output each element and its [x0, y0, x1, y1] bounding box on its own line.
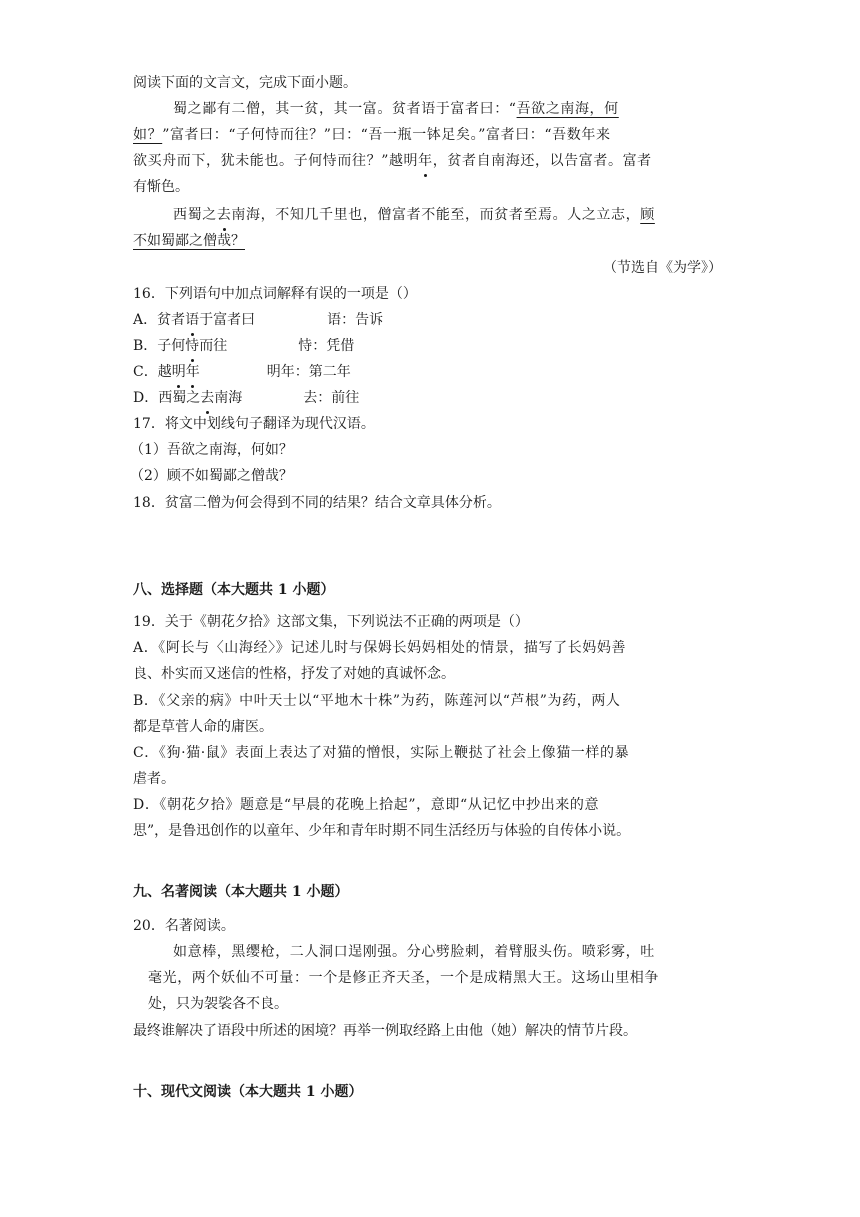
q19-option-c-line1: C．《狗·猫·鼠》表面上表达了对猫的憎恨，实际上鞭挞了社会上像猫一样的暴 [133, 745, 630, 761]
q17-sentence-2: （2）顾不如蜀鄙之僧哉？ [130, 468, 293, 484]
q20-quote-line3: 处，只为袈裟各不良。 [148, 996, 288, 1012]
passage-line-4: 有惭色。 [133, 179, 189, 195]
underlined-sentence-2-end: 不如蜀鄙之僧哉？ [133, 233, 245, 249]
option-text: D．西蜀之 [133, 390, 201, 406]
option-explanation: 语：告诉 [327, 312, 384, 328]
passage-text: 蜀之鄙有二僧，其一贫，其一富。贫者语于富者曰：“ [173, 101, 517, 117]
passage-line-2 [133, 122, 611, 148]
dotted-char: 去 [217, 202, 232, 228]
passage-line-3 [133, 148, 652, 174]
reading-instruction: 阅读下面的文言文，完成下面小题。 [133, 75, 357, 91]
q19-option-a-line2: 良、朴实而又迷信的性格，抒发了对她的真诚怀念。 [133, 666, 455, 682]
passage-text: ，贫者自南海还，以告富者。富者 [432, 153, 652, 169]
dotted-char: 年 [186, 359, 200, 385]
q19-option-b-line1: B．《父亲的病》中叶天士以“平地木十株”为药，陈莲河以“芦根”为药，两人 [133, 693, 621, 709]
q20-question: 最终谁解决了语段中所述的困境？再举一例取经路上由他（她）解决的情节片段。 [133, 1023, 637, 1039]
q19-stem: 19．关于《朝花夕拾》这部文集，下列说法不正确的两项是（） [133, 614, 529, 630]
section-9-title: 九、名著阅读（本大题共 1 小题） [133, 884, 349, 900]
option-text: B．子何 [133, 338, 186, 354]
option-text: A．贫者 [133, 312, 186, 328]
q16-option-c [133, 359, 351, 385]
q20-quote-line1: 如意棒，黑缨枪，二人洞口逞刚强。分心劈脸刺，着臂服头伤。喷彩雾，吐 [173, 944, 655, 960]
passage-text: 欲买舟而下，犹未能也。子何恃而往？”越明 [133, 153, 419, 169]
option-text: 而往 [199, 338, 228, 354]
option-explanation: 明年：第二年 [266, 364, 351, 380]
q20-quote-line2: 毫光，两个妖仙不可量：一个是修正齐天圣，一个是成精黑大王。这场山里相争 [148, 970, 659, 986]
underlined-sentence-1: 吾欲之南海，何 [516, 101, 619, 117]
option-explanation: 去：前往 [303, 390, 360, 406]
q16-stem: 16．下列语句中加点词解释有误的一项是（） [133, 286, 417, 302]
passage-text: ”富者曰：“子何恃而往？”曰：“吾一瓶一钵足矣。”富者曰：“吾数年来 [162, 127, 611, 143]
q16-option-a [133, 307, 383, 333]
section-10-title: 十、现代文阅读（本大题共 1 小题） [133, 1084, 363, 1100]
dotted-char: 年 [418, 148, 433, 174]
q19-option-d-line1: D．《朝花夕拾》题意是“早晨的花晚上拾起”，意即“从记忆中抄出来的意 [133, 797, 600, 813]
option-explanation: 恃：凭借 [298, 338, 355, 354]
passage-line-5 [173, 202, 655, 228]
q19-option-d-line2: 思”，是鲁迅创作的以童年、少年和青年时期不同生活经历与体验的自传体小说。 [133, 823, 631, 839]
option-text: 南海 [214, 390, 243, 406]
option-text: 于富者曰 [199, 312, 256, 328]
dotted-char: 去 [200, 385, 214, 411]
dotted-char: 明 [172, 359, 186, 385]
dotted-char: 语 [185, 307, 199, 333]
q16-option-b [133, 333, 354, 359]
q19-option-b-line2: 都是草菅人命的庸医。 [133, 719, 273, 735]
q17-sentence-1: （1）吾欲之南海，何如？ [130, 442, 293, 458]
passage-line-1 [173, 96, 619, 122]
section-8-title: 八、选择题（本大题共 1 小题） [133, 582, 335, 598]
passage-source: （节选自《为学》） [603, 260, 722, 276]
passage-line-6 [133, 228, 245, 254]
q17-stem: 17．将文中划线句子翻译为现代汉语。 [133, 416, 375, 432]
q18-stem: 18．贫富二僧为何会得到不同的结果？结合文章具体分析。 [133, 495, 501, 511]
passage-text: 南海，不知几千里也，僧富者不能至，而贫者至焉。人之立志， [231, 207, 641, 223]
passage-text: 西蜀之 [173, 207, 217, 223]
dotted-char: 恃 [185, 333, 199, 359]
option-text: C．越 [133, 364, 172, 380]
q19-option-c-line2: 虐者。 [133, 771, 175, 787]
q16-option-d [133, 385, 359, 411]
q20-stem: 20．名著阅读。 [133, 918, 235, 934]
underlined-sentence-1-end: 如？ [133, 127, 163, 143]
q19-option-a-line1: A．《阿长与〈山海经〉》记述儿时与保姆长妈妈相处的情景，描写了长妈妈善 [133, 640, 627, 656]
underlined-sentence-2: 顾 [640, 207, 655, 223]
